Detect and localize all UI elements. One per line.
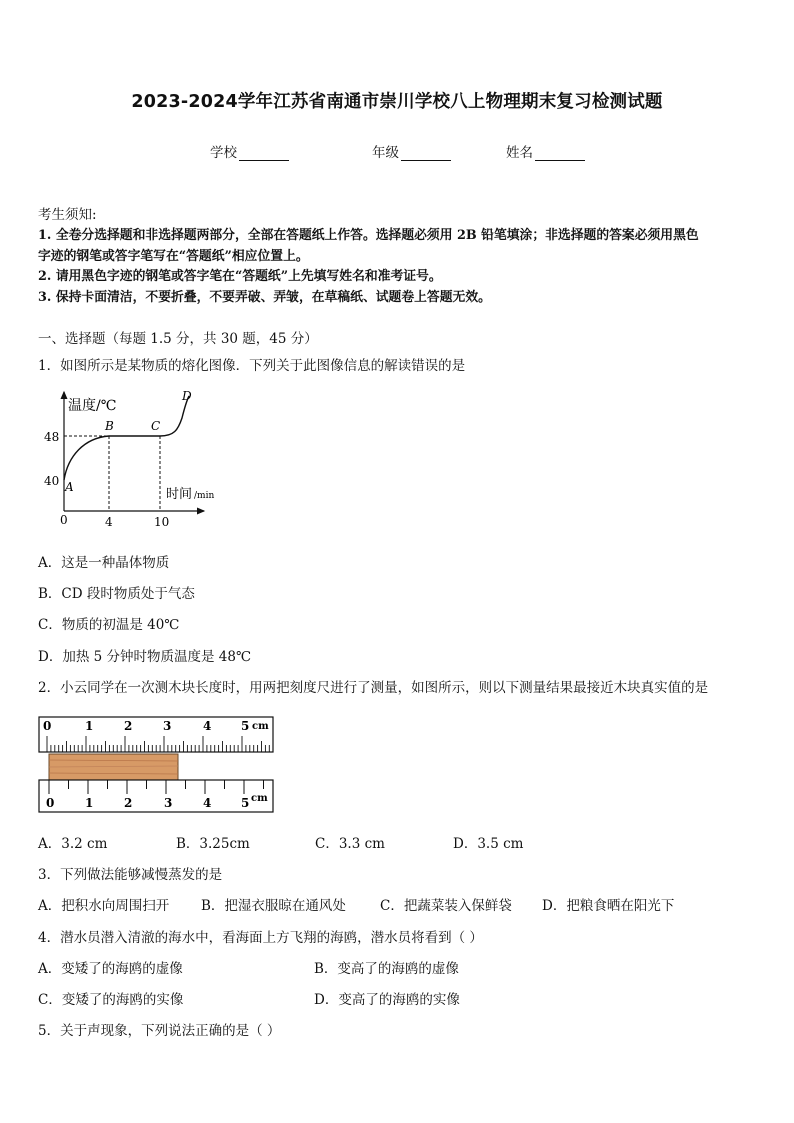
q4-option-a[interactable]: A．变矮了的海鸥的虚像 (38, 961, 183, 977)
y-axis-label: 温度/℃ (68, 398, 117, 414)
bottom-label-1: 1 (85, 796, 94, 810)
top-label-1: 1 (85, 719, 94, 733)
point-c-label: C (151, 419, 161, 433)
q2-option-b[interactable]: B．3.25cm (176, 836, 250, 852)
q2-option-a[interactable]: A．3.2 cm (38, 836, 108, 852)
question-5-stem: 5．关于声现象，下列说法正确的是（ ） (38, 1023, 281, 1039)
melting-graph (38, 384, 228, 534)
q3-option-c[interactable]: C．把蔬菜装入保鲜袋 (380, 898, 512, 914)
notice-line-2: 字迹的钢笔或答字笔写在“答题纸”相应位置上。 (38, 249, 309, 264)
q4-option-c[interactable]: C．变矮了的海鸥的实像 (38, 992, 184, 1008)
x-axis-unit: /min (194, 491, 215, 501)
name-label: 姓名 (506, 145, 533, 161)
q1-option-a[interactable]: A．这是一种晶体物质 (38, 555, 170, 571)
school-label: 学校 (210, 145, 237, 161)
y-tick-40: 40 (44, 474, 60, 488)
question-3-stem: 3．下列做法能够减慢蒸发的是 (38, 867, 223, 883)
x-tick-4: 4 (105, 515, 113, 529)
q1-option-d[interactable]: D．加热 5 分钟时物质温度是 48℃ (38, 649, 252, 665)
bottom-label-5: 5 (241, 796, 250, 810)
bottom-label-2: 2 (124, 796, 133, 810)
paper-title: 2023-2024学年江苏省南通市崇川学校八上物理期末复习检测试题 (131, 92, 663, 112)
x-axis-label: 时间 (166, 487, 193, 502)
q3-option-b[interactable]: B．把湿衣服晾在通风处 (201, 898, 346, 914)
q2-option-d[interactable]: D．3.5 cm (453, 836, 524, 852)
question-2-stem: 2．小云同学在一次测木块长度时，用两把刻度尺进行了测量，如图所示，则以下测量结果最接近木块真实值的是 (38, 680, 709, 696)
q2-option-c[interactable]: C．3.3 cm (315, 836, 385, 852)
school-field (210, 141, 289, 161)
notice-line-4: 3. 保持卡面清洁，不要折叠，不要弄破、弄皱，在草稿纸、试题卷上答题无效。 (38, 290, 491, 305)
q1-option-c[interactable]: C．物质的初温是 40℃ (38, 617, 180, 633)
q3-option-d[interactable]: D．把粮食晒在阳光下 (542, 898, 675, 914)
question-4-stem: 4．潜水员潜入清澈的海水中，看海面上方飞翔的海鸥，潜水员将看到（ ） (38, 930, 483, 946)
question-1-stem: 1．如图所示是某物质的熔化图像．下列关于此图像信息的解读错误的是 (38, 358, 466, 374)
point-d-label: D (182, 389, 192, 403)
y-tick-48: 48 (44, 430, 60, 444)
top-label-5: 5 (241, 719, 250, 733)
q1-option-b[interactable]: B．CD 段时物质处于气态 (38, 586, 195, 602)
notice-line-3: 2. 请用黑色字迹的钢笔或答字笔在“答题纸”上先填写姓名和准考证号。 (38, 269, 442, 284)
bottom-label-4: 4 (203, 796, 212, 810)
grade-field (372, 141, 451, 161)
notice-heading: 考生须知: (38, 207, 97, 223)
top-label-0: 0 (43, 719, 52, 733)
point-b-label: B (105, 419, 114, 433)
bottom-label-3: 3 (164, 796, 173, 810)
bottom-ruler (39, 780, 273, 812)
top-label-2: 2 (124, 719, 133, 733)
ruler-figure (36, 716, 278, 816)
x-tick-0: 0 (60, 513, 68, 527)
name-blank[interactable] (535, 146, 585, 161)
bottom-label-0: 0 (46, 796, 55, 810)
notice-line-1: 1. 全卷分选择题和非选择题两部分，全部在答题纸上作答。选择题必须用 2B 铅笔填涂；非选择题的答案必须用黑色 (38, 228, 699, 243)
top-label-3: 3 (163, 719, 172, 733)
q4-option-b[interactable]: B．变高了的海鸥的虚像 (314, 961, 459, 977)
top-label-4: 4 (203, 719, 212, 733)
x-tick-10: 10 (154, 515, 170, 529)
bottom-unit: cm (251, 793, 268, 804)
top-unit: cm (252, 721, 269, 732)
grade-blank[interactable] (401, 146, 451, 161)
section-heading: 一、选择题（每题 1.5 分，共 30 题，45 分） (38, 331, 318, 347)
grade-label: 年级 (372, 145, 399, 161)
q4-option-d[interactable]: D．变高了的海鸥的实像 (314, 992, 460, 1008)
school-blank[interactable] (239, 146, 289, 161)
name-field (506, 141, 585, 161)
q3-option-a[interactable]: A．把积水向周围扫开 (38, 898, 170, 914)
point-a-label: A (65, 480, 74, 494)
